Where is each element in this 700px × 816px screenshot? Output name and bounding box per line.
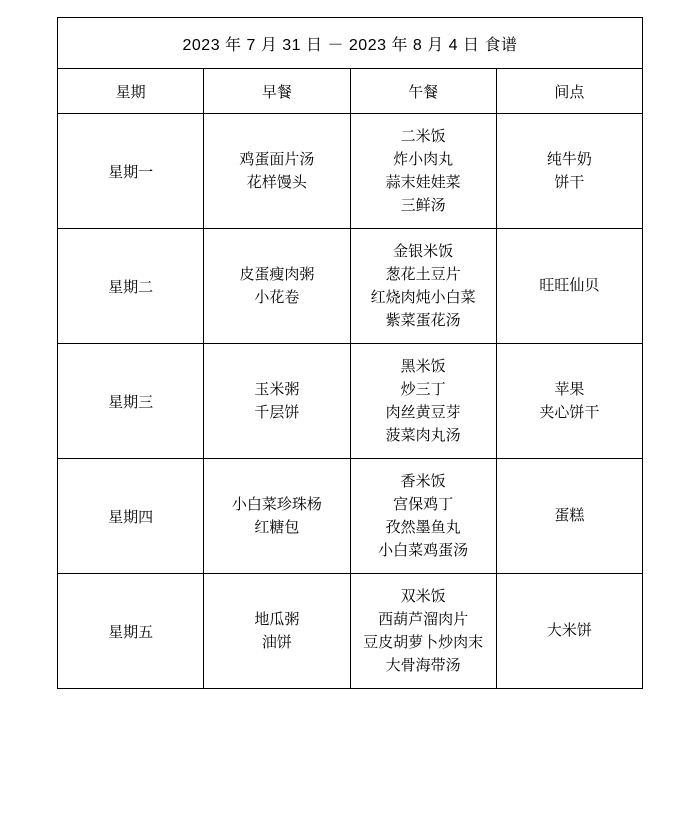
meal-item: 大骨海带汤 bbox=[385, 657, 461, 675]
meal-item: 孜然墨鱼丸 bbox=[385, 519, 461, 536]
meal-item: 鸡蛋面片汤 bbox=[239, 150, 315, 168]
meal-item: 葱花土豆片 bbox=[385, 265, 461, 283]
snack-cell bbox=[496, 574, 642, 689]
snack-cell bbox=[496, 229, 642, 344]
day-label: 星期三 bbox=[58, 344, 204, 459]
weekly-menu-table bbox=[57, 17, 643, 689]
meal-item: 红糖包 bbox=[254, 519, 300, 536]
meal-item: 紫菜蛋花汤 bbox=[385, 312, 461, 330]
meal-item: 千层饼 bbox=[254, 404, 300, 421]
table-row bbox=[58, 344, 643, 459]
meal-item: 纯牛奶 bbox=[546, 150, 592, 168]
meal-item: 地瓜粥 bbox=[254, 610, 300, 628]
column-header-breakfast: 早餐 bbox=[204, 69, 350, 114]
meal-item: 苹果 bbox=[554, 380, 585, 398]
meal-item: 蛋糕 bbox=[554, 507, 585, 525]
meal-item: 三鲜汤 bbox=[400, 197, 446, 215]
meal-item: 小花卷 bbox=[254, 289, 300, 306]
meal-item: 二米饭 bbox=[400, 127, 446, 145]
meal-item: 豆皮胡萝卜炒肉末 bbox=[363, 634, 484, 651]
snack-cell bbox=[496, 114, 642, 229]
meal-item: 金银米饭 bbox=[393, 242, 454, 260]
meal-item: 小白菜鸡蛋汤 bbox=[378, 542, 469, 560]
title-row bbox=[58, 18, 643, 69]
meal-item: 饼干 bbox=[554, 174, 585, 191]
document-title: 2023 年 7 月 31 日 － 2023 年 8 月 4 日 食谱 bbox=[58, 18, 643, 69]
breakfast-cell bbox=[204, 114, 350, 229]
column-header-day: 星期 bbox=[58, 69, 204, 114]
meal-item: 红烧肉炖小白菜 bbox=[370, 289, 476, 306]
meal-item: 大米饼 bbox=[546, 622, 592, 640]
meal-item: 花样馒头 bbox=[246, 174, 307, 191]
meal-item: 肉丝黄豆芽 bbox=[385, 404, 461, 421]
day-label: 星期五 bbox=[58, 574, 204, 689]
table-row bbox=[58, 574, 643, 689]
meal-item: 小白菜珍珠杨 bbox=[231, 495, 322, 513]
table-row bbox=[58, 229, 643, 344]
breakfast-cell bbox=[204, 229, 350, 344]
day-label: 星期二 bbox=[58, 229, 204, 344]
breakfast-cell bbox=[204, 344, 350, 459]
column-header-snack: 间点 bbox=[496, 69, 642, 114]
meal-item: 油饼 bbox=[261, 634, 292, 651]
meal-item: 双米饭 bbox=[400, 587, 446, 605]
lunch-cell bbox=[350, 229, 496, 344]
lunch-cell bbox=[350, 114, 496, 229]
meal-item: 香米饭 bbox=[400, 472, 446, 490]
meal-item: 夹心饼干 bbox=[539, 404, 600, 421]
lunch-cell bbox=[350, 344, 496, 459]
day-label: 星期四 bbox=[58, 459, 204, 574]
breakfast-cell bbox=[204, 574, 350, 689]
meal-item: 炒三丁 bbox=[400, 380, 446, 398]
meal-item: 皮蛋瘦肉粥 bbox=[239, 265, 315, 283]
snack-cell bbox=[496, 459, 642, 574]
lunch-cell bbox=[350, 459, 496, 574]
lunch-cell bbox=[350, 574, 496, 689]
day-label: 星期一 bbox=[58, 114, 204, 229]
column-header-lunch: 午餐 bbox=[350, 69, 496, 114]
table-row bbox=[58, 459, 643, 574]
meal-item: 玉米粥 bbox=[254, 380, 300, 398]
snack-cell bbox=[496, 344, 642, 459]
meal-item: 宫保鸡丁 bbox=[393, 495, 454, 513]
meal-item: 旺旺仙贝 bbox=[539, 277, 600, 295]
meal-item: 炸小肉丸 bbox=[393, 150, 454, 168]
meal-item: 西葫芦溜肉片 bbox=[378, 610, 469, 628]
meal-item: 菠菜肉丸汤 bbox=[385, 427, 461, 445]
meal-item: 黑米饭 bbox=[400, 357, 446, 375]
meal-item: 蒜末娃娃菜 bbox=[385, 174, 461, 191]
table-row bbox=[58, 114, 643, 229]
header-row bbox=[58, 69, 643, 114]
breakfast-cell bbox=[204, 459, 350, 574]
